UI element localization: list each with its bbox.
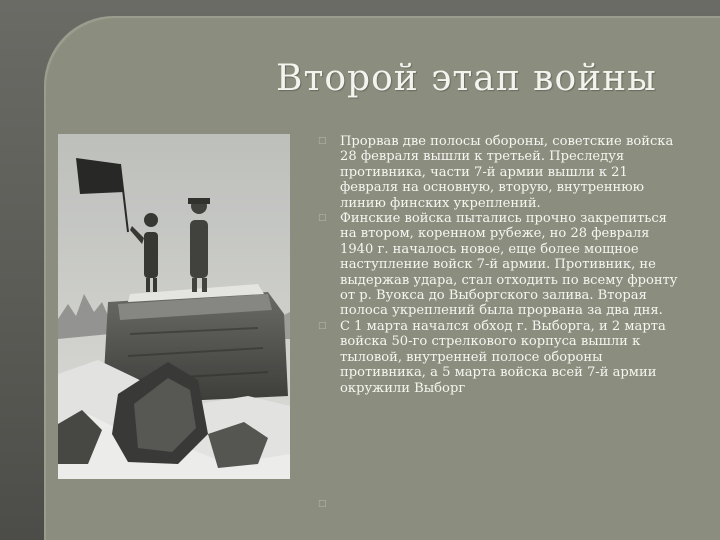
bullet-item bbox=[318, 319, 686, 396]
bullet-item bbox=[318, 134, 686, 211]
hollow-square-bullet-icon: □ bbox=[318, 320, 327, 331]
bullet-text: С 1 марта начался обход г. Выборга, и 2 марта войска 50-го стрелкового корпуса вышли к тыловой, внутренней полосе обороны противника, а 5 марта войска всей 7-й армии окружили Выборг bbox=[340, 318, 666, 396]
slide-title: Второй этап войны bbox=[276, 58, 657, 99]
hollow-square-bullet-icon: □ bbox=[318, 136, 327, 146]
historical-photo bbox=[58, 134, 290, 479]
bullet-item bbox=[318, 211, 686, 319]
hollow-square-bullet-icon: □ bbox=[318, 213, 327, 224]
bullet-text: Прорвав две полосы обороны, советские войска 28 февраля вышли к третьей. Преследуя противника, части 7-й армии вышли к 21 февраля на основную, вторую, внутреннюю линию финских укреплений. bbox=[340, 134, 674, 211]
bullet-text: Финские войска пытались прочно закрепиться на втором, коренном рубеже, но 28 февраля 1940 г. началось новое, еще более мощное наступление войск 7-й армии. Противник, не выдержав удара, стал отходить по всему фронту от р. Вуокса до Выборгского залива. Вторая полоса укреплений была прорвана за два дня. bbox=[340, 211, 678, 319]
bullet-list bbox=[318, 134, 686, 396]
soldiers-with-flag-photo-icon bbox=[58, 134, 290, 479]
empty-bullet-icon: □ bbox=[318, 499, 327, 509]
